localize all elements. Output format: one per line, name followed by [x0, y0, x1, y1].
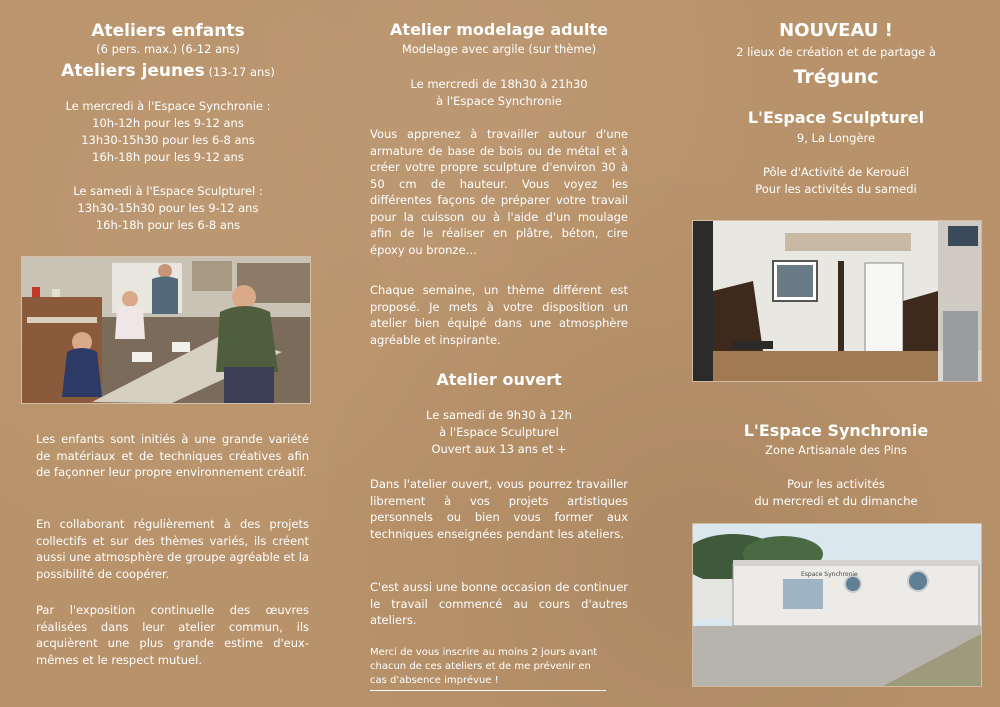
- espace-synchronie-title: L'Espace Synchronie: [743, 421, 929, 440]
- wednesday-heading: Le mercredi à l'Espace Synchronie :: [65, 99, 271, 113]
- espace-sculpturel-photo: [692, 220, 982, 382]
- children-paragraph-2: En collaborant régulièrement à des projets collectifs et sur des thèmes variés, ils créent aussi une atmosphère de groupe agréable et la possibilité de coopérer.: [36, 517, 309, 581]
- open-workshop-paragraph-1: Dans l'atelier ouvert, vous pourrez travailler librement à vos projets artistiques personnels ou bien vous former aux techniques enseignées pendant les ateliers.: [370, 477, 628, 541]
- adult-modeling-place: à l'Espace Synchronie: [436, 94, 562, 108]
- espace-synchronie-use-line-1: Pour les activités: [787, 477, 885, 491]
- espace-sculpturel-title: L'Espace Sculpturel: [747, 108, 925, 127]
- children-workshops-title: Ateliers enfants: [91, 21, 245, 41]
- column-children-workshops: [18, 0, 318, 707]
- espace-sculpturel-zone: Pôle d'Activité de Kerouël: [762, 165, 910, 179]
- open-workshop-age: Ouvert aux 13 ans et +: [431, 442, 567, 456]
- open-workshop-title: Atelier ouvert: [436, 370, 562, 389]
- adult-modeling-paragraph-1: Vous apprenez à travailler autour d'une armature de base de bois ou de métal et à créer votre propre sculpture d'environ 30 à 50 cm de hauteur. Vous voyez les différentes façons de préparer votre travail pour la cuisson ou à l'aide d'un moulage afin de le réaliser en plâtre, béton, cire époxy ou bronze…: [370, 127, 628, 257]
- open-workshop-time: Le samedi de 9h30 à 12h: [426, 408, 572, 422]
- town-name: Trégunc: [793, 66, 879, 88]
- wednesday-slot: 16h-18h pour les 9-12 ans: [92, 150, 244, 164]
- children-workshops-subtitle: (6 pers. max.) (6-12 ans): [96, 42, 240, 56]
- children-workshop-photo: [21, 256, 311, 404]
- open-workshop-paragraph-2: C'est aussi une bonne occasion de continuer le travail commencé au cours d'autres ateliers.: [370, 580, 628, 627]
- registration-note: [370, 646, 606, 691]
- children-paragraph-1: Les enfants sont initiés à une grande variété de matériaux et de techniques créatives afin de façonner leur propre environnement créatif.: [36, 432, 309, 479]
- children-paragraph-3: Par l'exposition continuelle des œuvres réalisées dans leur atelier commun, ils acquièrent une plus grande estime d'eux-mêmes et le respect mutuel.: [36, 603, 309, 667]
- adult-modeling-subtitle: Modelage avec argile (sur thème): [401, 42, 597, 56]
- new-announcement-title: NOUVEAU !: [779, 20, 893, 41]
- building-sign: Espace Synchronie: [801, 571, 858, 578]
- wednesday-slot: 10h-12h pour les 9-12 ans: [92, 116, 244, 130]
- espace-sculpturel-address: 9, La Longère: [796, 131, 876, 145]
- espace-synchronie-zone: Zone Artisanale des Pins: [765, 443, 907, 457]
- saturday-heading: Le samedi à l'Espace Sculpturel :: [73, 184, 263, 198]
- saturday-slot: 16h-18h pour les 6-8 ans: [95, 218, 241, 232]
- espace-synchronie-illustration: [693, 524, 981, 686]
- adult-modeling-title: Atelier modelage adulte: [390, 20, 608, 39]
- saturday-slot: 13h30-15h30 pour les 9-12 ans: [77, 201, 259, 215]
- youth-workshops-heading: [18, 60, 318, 82]
- wednesday-slot: 13h30-15h30 pour les 6-8 ans: [81, 133, 255, 147]
- espace-sculpturel-use: Pour les activités du samedi: [755, 182, 917, 196]
- registration-note-text: Merci de vous inscrire au moins 2 jours avant chacun de ces ateliers et de me prévenir en cas d'absence imprévue !: [370, 646, 606, 691]
- espace-synchronie-use-line-2: du mercredi et du dimanche: [754, 494, 918, 508]
- adult-modeling-time: Le mercredi de 18h30 à 21h30: [410, 77, 588, 91]
- adult-modeling-paragraph-2: Chaque semaine, un thème différent est proposé. Je mets à votre disposition un atelier bien équipé dans une atmosphère agréable et inspirante.: [370, 283, 628, 347]
- youth-workshops-age: (13-17 ans): [204, 65, 275, 79]
- column-adult-workshops: [370, 0, 628, 707]
- espace-synchronie-photo: [692, 523, 982, 687]
- workshop-illustration: [22, 257, 310, 403]
- open-workshop-place: à l'Espace Sculpturel: [439, 425, 559, 439]
- new-announcement-subtitle: 2 lieux de création et de partage à: [736, 45, 936, 59]
- youth-workshops-title: Ateliers jeunes: [61, 61, 205, 81]
- espace-sculpturel-illustration: [693, 221, 981, 381]
- column-locations: [690, 0, 982, 707]
